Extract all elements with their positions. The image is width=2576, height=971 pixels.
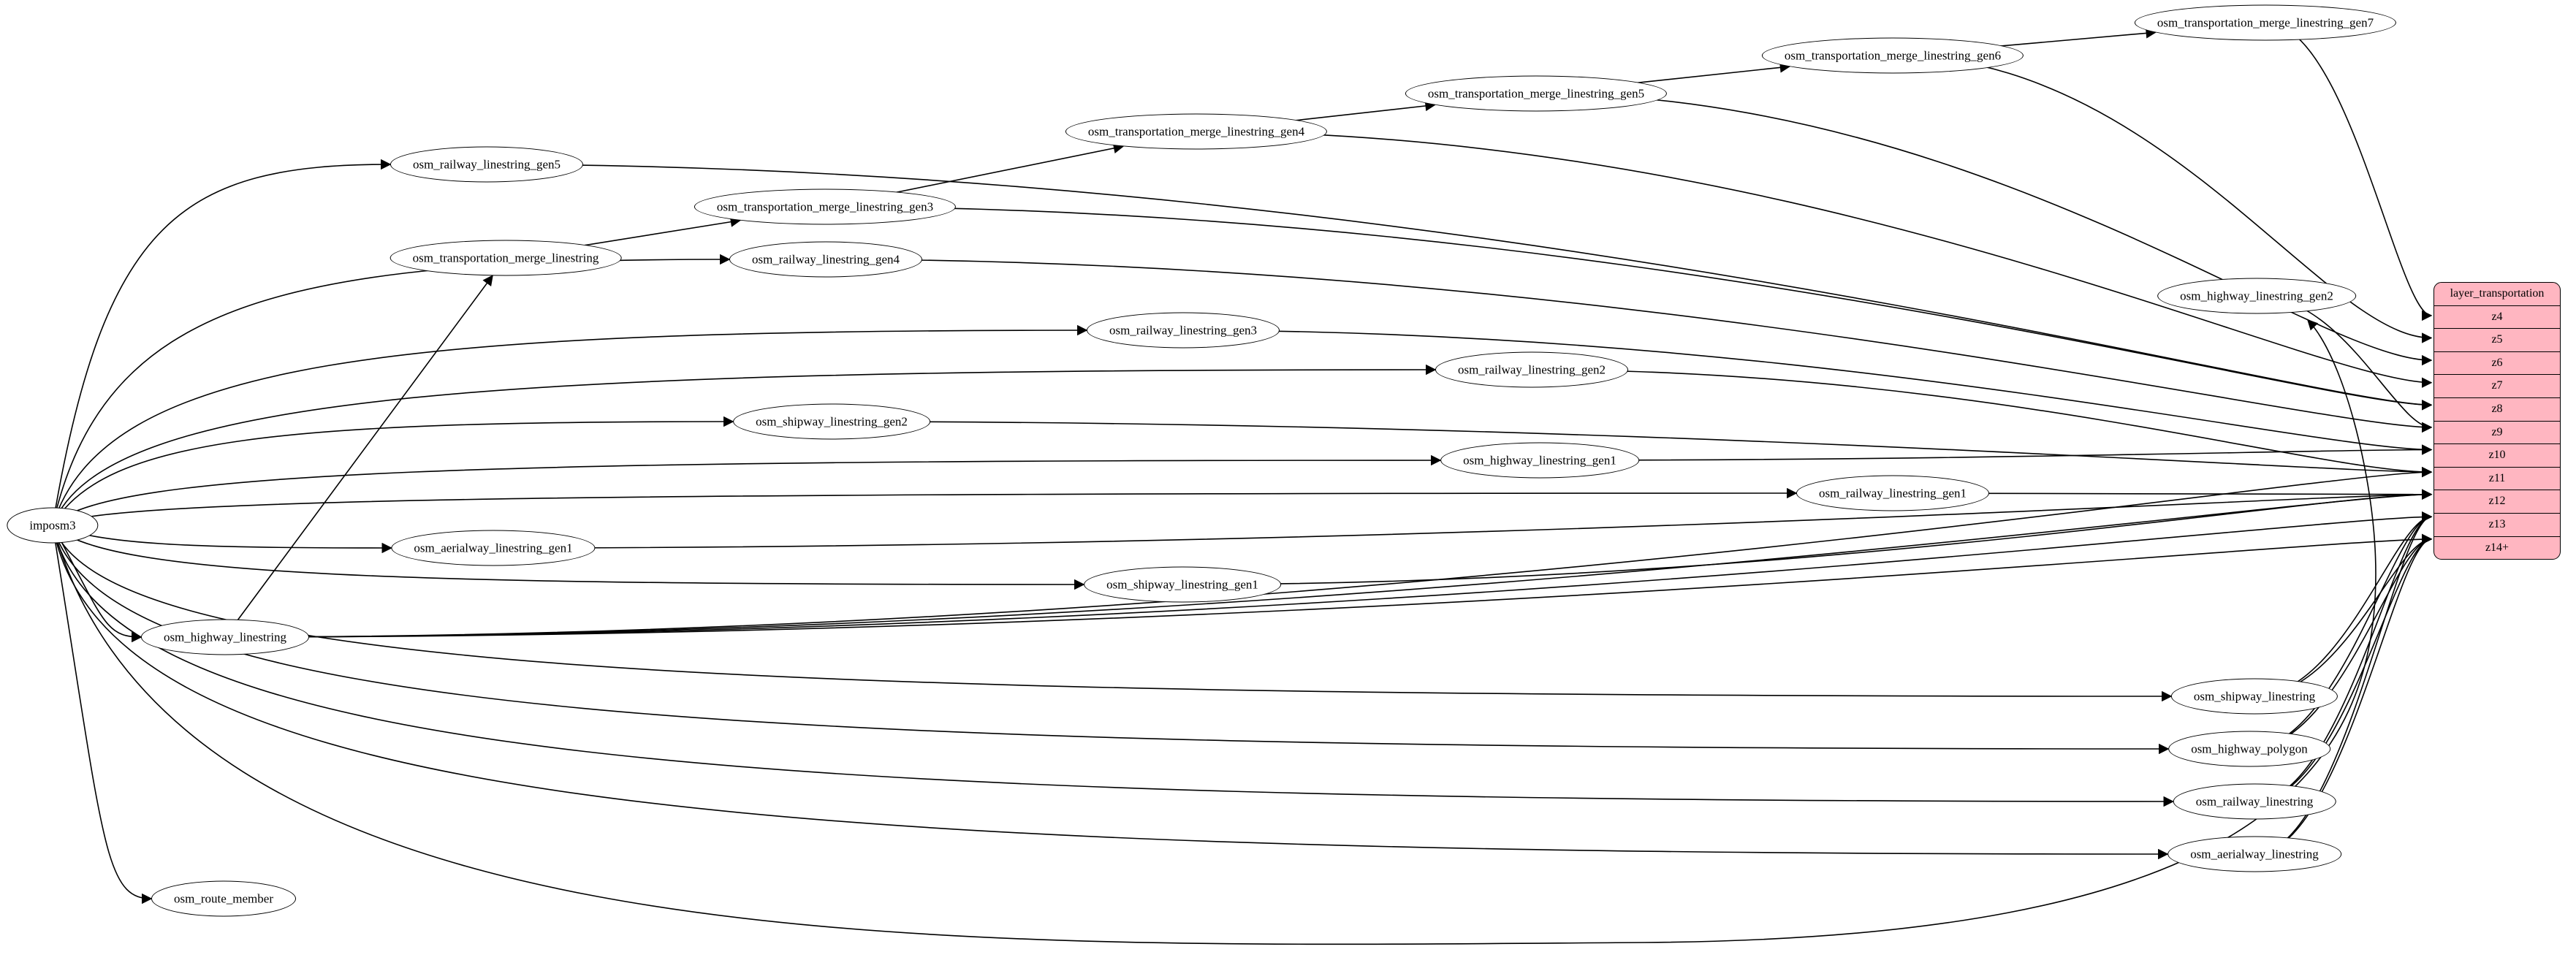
node-osm-transportation-merge-linestring-gen5 <box>1405 76 1667 112</box>
table-row-z5: z5 <box>2434 328 2560 351</box>
node-osm-railway-linestring-gen5 <box>390 147 583 183</box>
node-osm-shipway-linestring-gen1 <box>1084 567 1281 603</box>
node-osm-railway-linestring <box>2173 784 2336 820</box>
node-label: osm_transportation_merge_linestring_gen3 <box>716 199 934 214</box>
node-label: osm_route_member <box>174 891 273 906</box>
table-row-z6: z6 <box>2434 351 2560 375</box>
node-label: osm_railway_linestring_gen1 <box>1818 486 1967 500</box>
node-osm-railway-linestring-gen1 <box>1796 476 1989 511</box>
node-osm-aerialway-linestring-gen1 <box>391 530 595 566</box>
node-osm-transportation-merge-linestring-gen7 <box>2135 5 2396 41</box>
node-osm-highway-polygon <box>2168 731 2330 767</box>
table-title: layer_transportation <box>2450 287 2545 300</box>
node-label: osm_highway_linestring_gen2 <box>2180 289 2333 303</box>
node-osm-railway-linestring-gen3 <box>1087 313 1280 349</box>
node-osm-railway-linestring-gen2 <box>1435 352 1628 388</box>
node-osm-shipway-linestring-gen2 <box>733 404 930 440</box>
node-label: osm_railway_linestring_gen4 <box>751 252 900 267</box>
node-osm-transportation-merge-linestring-gen6 <box>1762 38 2024 74</box>
node-osm-transportation-merge-linestring <box>390 240 622 276</box>
node-label: osm_highway_linestring <box>163 630 287 644</box>
node-osm-highway-linestring <box>141 620 309 655</box>
node-osm-aerialway-linestring <box>2167 837 2341 872</box>
node-osm-transportation-merge-linestring-gen4 <box>1065 114 1327 150</box>
table-row-z9: z9 <box>2434 421 2560 444</box>
table-row-z4: z4 <box>2434 305 2560 329</box>
table-row-z10: z10 <box>2434 443 2560 467</box>
table-row-z13: z13 <box>2434 513 2560 536</box>
node-label: imposm3 <box>29 518 76 533</box>
node-label: osm_shipway_linestring_gen2 <box>756 414 908 429</box>
node-label: osm_transportation_merge_linestring_gen4 <box>1087 124 1305 139</box>
node-label: osm_railway_linestring_gen5 <box>412 157 561 172</box>
node-label: osm_highway_polygon <box>2191 742 2308 756</box>
node-label: osm_transportation_merge_linestring_gen6 <box>1784 48 2002 63</box>
node-osm-highway-linestring-gen2 <box>2157 278 2356 314</box>
node-osm-railway-linestring-gen4 <box>729 242 922 278</box>
node-label: osm_transportation_merge_linestring_gen5 <box>1427 86 1645 101</box>
node-label: osm_transportation_merge_linestring_gen7 <box>2157 15 2374 30</box>
node-label: osm_railway_linestring_gen2 <box>1457 362 1606 377</box>
node-label: osm_railway_linestring_gen3 <box>1109 323 1258 338</box>
node-label: osm_aerialway_linestring_gen1 <box>414 541 573 555</box>
node-label: osm_aerialway_linestring <box>2190 847 2319 861</box>
node-label: osm_shipway_linestring <box>2193 689 2316 704</box>
node-osm-route-member <box>151 881 296 917</box>
table-row-z12: z12 <box>2434 490 2560 513</box>
node-label: osm_transportation_merge_linestring <box>412 251 599 265</box>
node-osm-highway-linestring-gen1 <box>1440 443 1639 479</box>
node-osm-shipway-linestring <box>2171 679 2338 715</box>
table-row-z14plus: z14+ <box>2434 536 2560 560</box>
table-row-z7: z7 <box>2434 374 2560 397</box>
node-osm-transportation-merge-linestring-gen3 <box>694 189 956 225</box>
table-row-z8: z8 <box>2434 397 2560 421</box>
table-row-z11: z11 <box>2434 467 2560 490</box>
node-label: osm_highway_linestring_gen1 <box>1463 453 1616 468</box>
node-label: osm_shipway_linestring_gen1 <box>1106 577 1258 592</box>
node-imposm3 <box>7 508 98 544</box>
node-label: osm_railway_linestring <box>2195 794 2314 809</box>
layer-transportation-table <box>2433 282 2561 560</box>
